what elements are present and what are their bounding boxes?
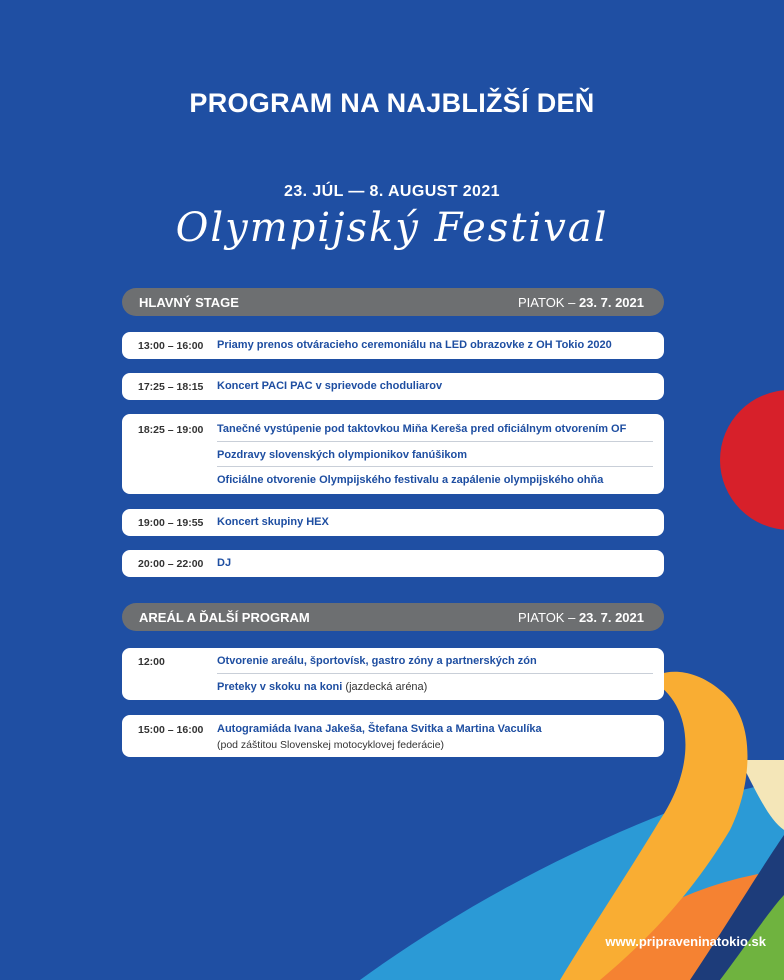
item-time: 12:00: [138, 656, 165, 668]
festival-dates: 23. JÚL — 8. AUGUST 2021: [284, 183, 500, 200]
schedule-item: [122, 648, 664, 700]
item-title: DJ: [217, 557, 232, 569]
item-title: Preteky v skoku na koni (jazdecká aréna): [217, 681, 428, 693]
schedule-item: [122, 414, 664, 494]
red-circle: [720, 390, 784, 530]
schedule-item: [122, 332, 664, 359]
item-time: 20:00 – 22:00: [138, 558, 204, 570]
item-time: 17:25 – 18:15: [138, 381, 204, 393]
item-title: Otvorenie areálu, športovísk, gastro zóny a partnerských zón: [217, 655, 537, 667]
section-header-main-stage: [122, 288, 664, 316]
page-title: PROGRAM NA NAJBLIŽŠÍ DEŇ: [189, 88, 595, 118]
section-date: PIATOK – 23. 7. 2021: [518, 295, 644, 310]
website-link[interactable]: www.pripraveninatokio.sk: [605, 934, 766, 949]
schedule-item: [122, 373, 664, 400]
item-time: 13:00 – 16:00: [138, 340, 204, 352]
item-time: 15:00 – 16:00: [138, 724, 204, 736]
item-time: 19:00 – 19:55: [138, 517, 204, 529]
item-time: 18:25 – 19:00: [138, 424, 204, 436]
schedule-item: [122, 715, 664, 757]
section-title: AREÁL A ĎALŠÍ PROGRAM: [139, 610, 310, 625]
section-date: PIATOK – 23. 7. 2021: [518, 610, 644, 625]
section-title: HLAVNÝ STAGE: [139, 295, 239, 310]
item-title: Tanečné vystúpenie pod taktovkou Miňa Kereša pred oficiálnym otvorením OF: [217, 423, 627, 435]
divider: [217, 441, 653, 442]
schedule-item: [122, 550, 664, 577]
item-subtitle: (pod záštitou Slovenskej motocyklovej federácie): [217, 739, 445, 751]
item-title: Koncert skupiny HEX: [217, 516, 329, 528]
festival-logo-text: Olympijský Festival: [175, 205, 609, 251]
item-title: Pozdravy slovenských olympionikov fanúšikom: [217, 449, 468, 461]
section-header-area: [122, 603, 664, 631]
item-title: Priamy prenos otváracieho ceremoniálu na LED obrazovke z OH Tokio 2020: [217, 339, 612, 351]
item-title: Autogramiáda Ivana Jakeša, Štefana Svitka a Martina Vaculíka: [217, 723, 542, 735]
divider: [217, 673, 653, 674]
schedule-item: [122, 509, 664, 536]
divider: [217, 466, 653, 467]
item-title: Oficiálne otvorenie Olympijského festivalu a zapálenie olympijského ohňa: [217, 474, 604, 486]
item-title: Koncert PACI PAC v sprievode choduliarov: [217, 380, 443, 392]
